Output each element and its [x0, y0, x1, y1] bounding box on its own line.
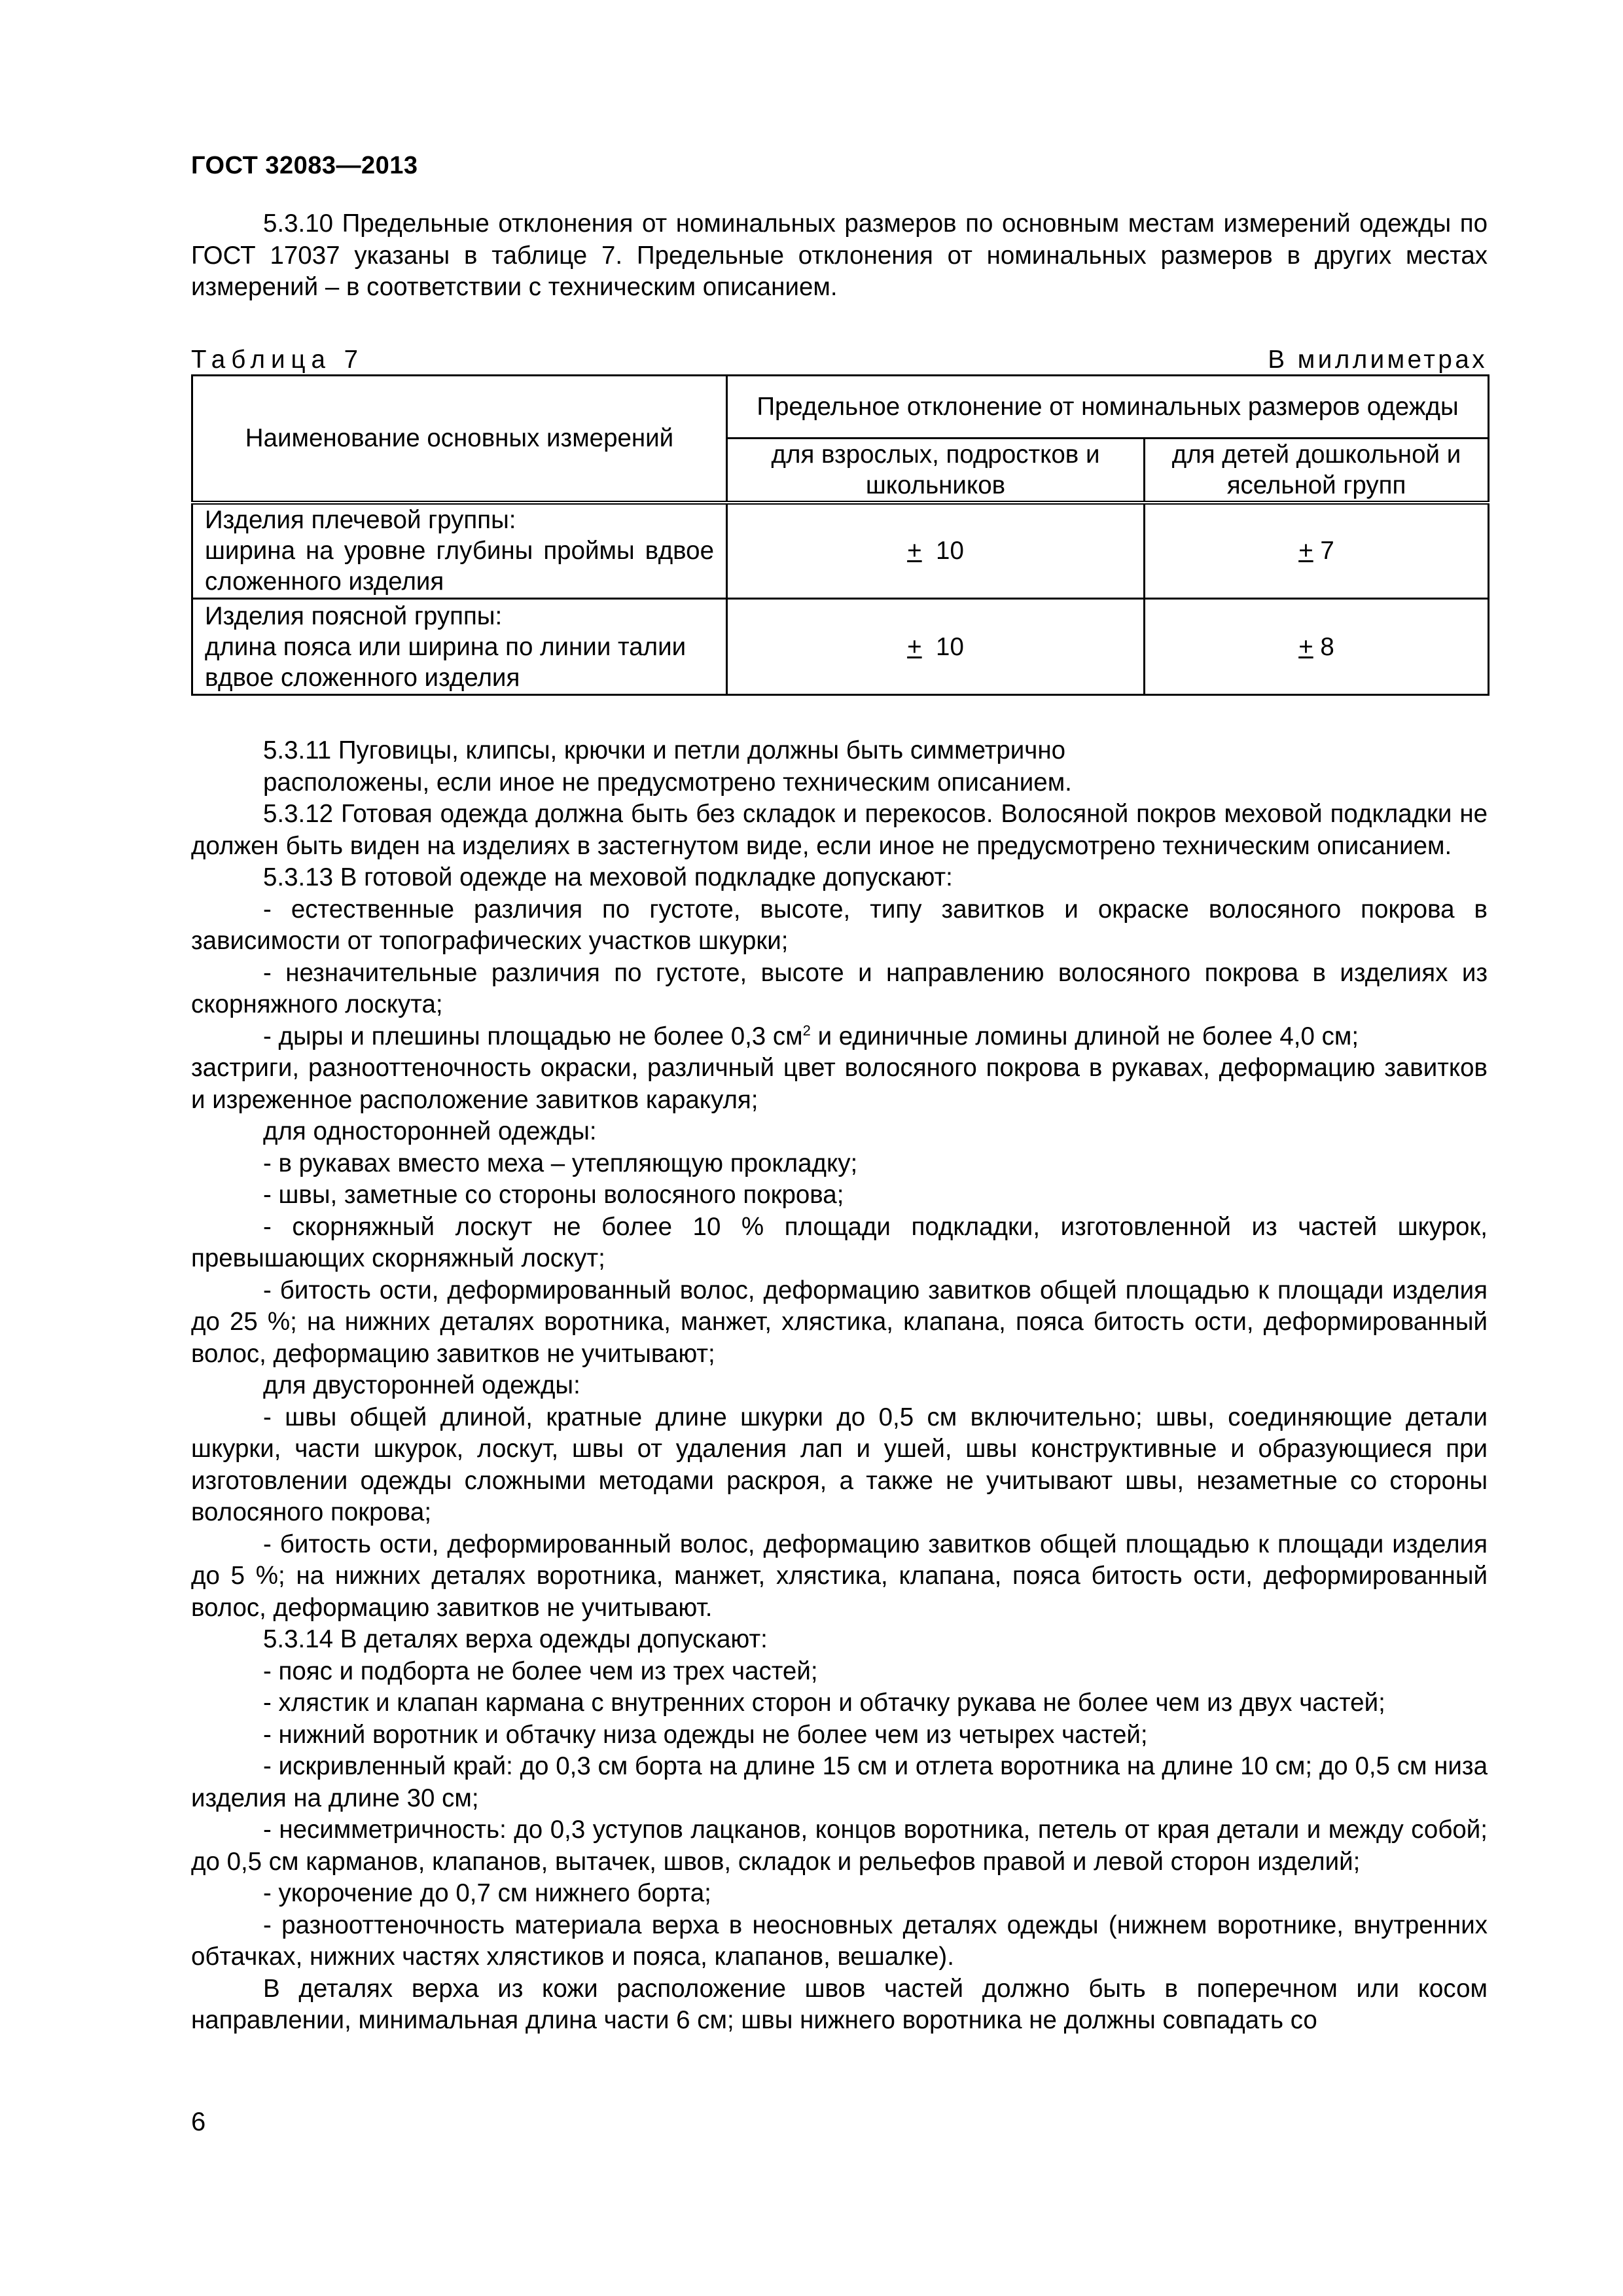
list-item: - естественные различия по густоте, высоте, типу завитков и окраске волосяного покрова в зависимости от топографических участков шкурки; [191, 895, 1488, 955]
list-item: - искривленный край: до 0,3 см борта на длине 15 см и отлета воротника на длине 10 см; до 0,5 см низа изделия на длине 30 см; [191, 1752, 1488, 1812]
paragraph-5-3-10: 5.3.10 Предельные отклонения от номинальных размеров по основным местам измерений одежды по ГОСТ 17037 указаны в таблице 7. Предельные отклонения от номинальных размеров в других местах измерений – в соответствии с техническим описанием. [191, 209, 1488, 301]
tolerance-value: 8 [1320, 632, 1334, 661]
plus-minus-sign: + [907, 632, 922, 661]
list-item-continuation: застриги, разнооттеночность окраски, различный цвет волосяного покрова в рукавах, деформацию завитков и изреженное расположение завитков каракуля; [191, 1054, 1488, 1114]
list-item: - битость ости, деформированный волос, деформацию завитков общей площадью к площади изделия до 25 %; на нижних деталях воротника, манжет, хлястика, клапана, пояса битость ости, деформированный волос, деформацию завитков не учитывают; [191, 1276, 1488, 1368]
body-text [191, 735, 1488, 2037]
page-number: 6 [191, 2108, 206, 2136]
subheading-two-sided: для двусторонней одежды: [263, 1371, 580, 1399]
paragraph-5-3-11-cont: расположены, если иное не предусмотрено техническим описанием. [263, 768, 1072, 797]
paragraph-5-3-12: 5.3.12 Готовая одежда должна быть без складок и перекосов. Волосяной покров меховой подкладки не должен быть виден на изделиях в застегнутом виде, если иное не предусмотрено техническим описанием. [191, 800, 1488, 860]
plus-minus-sign: + [1298, 537, 1313, 565]
list-item: - битость ости, деформированный волос, деформацию завитков общей площадью к площади изделия до 5 %; на нижних деталях воротника, манжет, хлястика, клапана, пояса битость ости, деформированный волос, деформацию завитков не учитывают. [191, 1530, 1488, 1622]
list-item: - хлястик и клапан кармана с внутренних сторон и обтачку рукава не более чем из двух частей; [263, 1689, 1385, 1717]
list-item: - дыры и плешины площадью не более 0,3 $см^2$ и единичные ломины длиной не более 4,0 см; [263, 1022, 1359, 1050]
table-caption [191, 346, 1488, 374]
list-item: - несимметричность: до 0,3 уступов лацканов, концов воротника, петель от края детали и между собой; до 0,5 см карманов, клапанов, вытачек, швов, складок и рельефов правой и левой сторон изделий; [191, 1816, 1488, 1876]
table-cell-measurement [192, 599, 727, 695]
table-header-measurement: Наименование основных измерений [192, 375, 727, 503]
paragraph-5-3-14: 5.3.14 В деталях верха одежды допускают: [263, 1625, 768, 1653]
list-item: - нижний воротник и обтачку низа одежды не более чем из четырех частей; [263, 1720, 1148, 1749]
superscript: 2 [802, 1022, 811, 1039]
list-item: - укорочение до 0,7 см нижнего борта; [263, 1879, 711, 1907]
table-row [192, 599, 1489, 695]
row-group-title: Изделия поясной группы: [205, 601, 503, 630]
table-number-label: Таблица 7 [191, 345, 365, 374]
table-cell-adults [727, 599, 1145, 695]
row-description: ширина на уровне глубины проймы вдвое сложенного изделия [205, 537, 714, 596]
table-header-children: для детей дошкольной и ясельной групп [1145, 438, 1489, 503]
table-header-group: Предельное отклонение от номинальных размеров одежды [727, 375, 1489, 438]
paragraph-5-3-13: 5.3.13 В готовой одежде на меховой подкладке допускают: [263, 863, 953, 891]
list-item: - в рукавах вместо меха – утепляющую прокладку; [263, 1149, 858, 1177]
plus-minus-sign: + [1298, 632, 1313, 661]
table-header-adults: для взрослых, подростков и школьников [727, 438, 1145, 503]
table-row [192, 503, 1489, 599]
plus-minus-sign: + [907, 537, 922, 565]
tolerance-value: 7 [1320, 537, 1334, 565]
tolerance-value: 10 [936, 537, 964, 565]
document-code-header: ГОСТ 32083—2013 [191, 152, 418, 179]
list-item: - незначительные различия по густоте, высоте и направлению волосяного покрова в изделиях из скорняжного лоскута; [191, 958, 1488, 1018]
paragraph-5-3-11: 5.3.11 Пуговицы, клипсы, крючки и петли должны быть симметрично [263, 736, 1066, 764]
subheading-one-sided: для односторонней одежды: [263, 1117, 597, 1145]
table-cell-adults [727, 503, 1145, 599]
list-item: - скорняжный лоскут не более 10 % площади подкладки, изготовленной из частей шкурок, превышающих скорняжный лоскут; [191, 1212, 1488, 1272]
table-cell-measurement [192, 503, 727, 599]
list-item: - разнооттеночность материала верха в неосновных деталях одежды (нижнем воротнике, внутренних обтачках, нижних частях хлястиков и пояса, клапанов, вешалке). [191, 1910, 1488, 1971]
page-content [191, 208, 1488, 2037]
table-cell-children [1145, 503, 1489, 599]
tolerance-table [191, 374, 1489, 696]
table-cell-children [1145, 599, 1489, 695]
row-description: длина пояса или ширина по линии талии вдвое сложенного изделия [205, 632, 687, 692]
paragraph-leather: В деталях верха из кожи расположение швов частей должно быть в поперечном или косом направлении, минимальная длина части 6 см; швы нижнего воротника не должны совпадать со [191, 1974, 1488, 2034]
table-units-label: В миллиметрах [1268, 345, 1488, 374]
list-item: - пояс и подборта не более чем из трех частей; [263, 1657, 818, 1685]
row-group-title: Изделия плечевой группы: [205, 506, 516, 535]
list-item: - швы общей длиной, кратные длине шкурки до 0,5 см включительно; швы, соединяющие детали шкурки, части шкурок, лоскут, швы от удаления лап и ушей, швы конструктивные и образующиеся при изготовлении одежды сложными методами раскроя, а также не учитывают швы, незаметные со стороны волосяного покрова; [191, 1403, 1488, 1526]
tolerance-value: 10 [936, 632, 964, 661]
list-item: - швы, заметные со стороны волосяного покрова; [263, 1181, 844, 1209]
